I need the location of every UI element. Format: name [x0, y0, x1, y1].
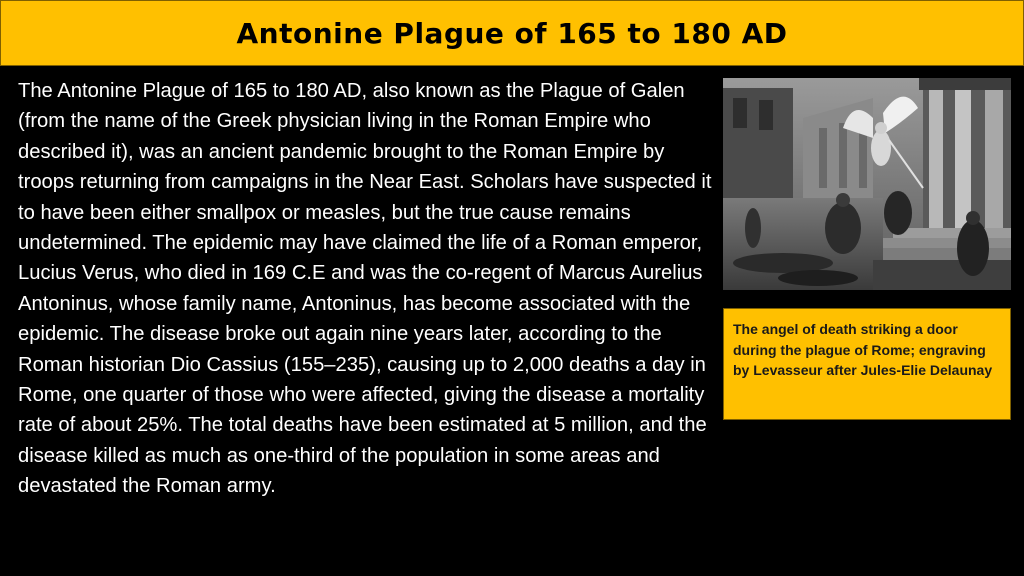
body-paragraph: The Antonine Plague of 165 to 180 AD, also known as the Plague of Galen (from the name of the Greek physician living in the Roman Empire who described it), was an ancient pandemic brought to the Roman Empire by troops returning from campaigns in the Near East. Scholars have suspected it to have been either smallpox or measles, but the true cause remains undetermined. The epidemic may have claimed the life of a Roman emperor, Lucius Verus, who died in 169 C.E and was the co-regent of Marcus Aurelius Antoninus, whose family name, Antoninus, has become associated with the epidemic. The disease broke out again nine years later, according to the Roman historian Dio Cassius (155–235), causing up to 2,000 deaths a day in Rome, one quarter of those who were affected, giving the disease a mortality rate of about 25%. The total deaths have been estimated at 5 million, and the disease killed as much as one-third of the population in some areas and devastated the Roman army. — [18, 80, 712, 498]
slide-title: Antonine Plague of 165 to 180 AD — [236, 16, 788, 50]
title-bar — [0, 0, 1024, 66]
image-caption: The angel of death striking a door during the plague of Rome; engraving by Levasseur after Jules-Elie Delaunay — [733, 321, 993, 378]
plague-engraving-image — [723, 78, 1011, 290]
image-caption-box — [723, 308, 1011, 420]
